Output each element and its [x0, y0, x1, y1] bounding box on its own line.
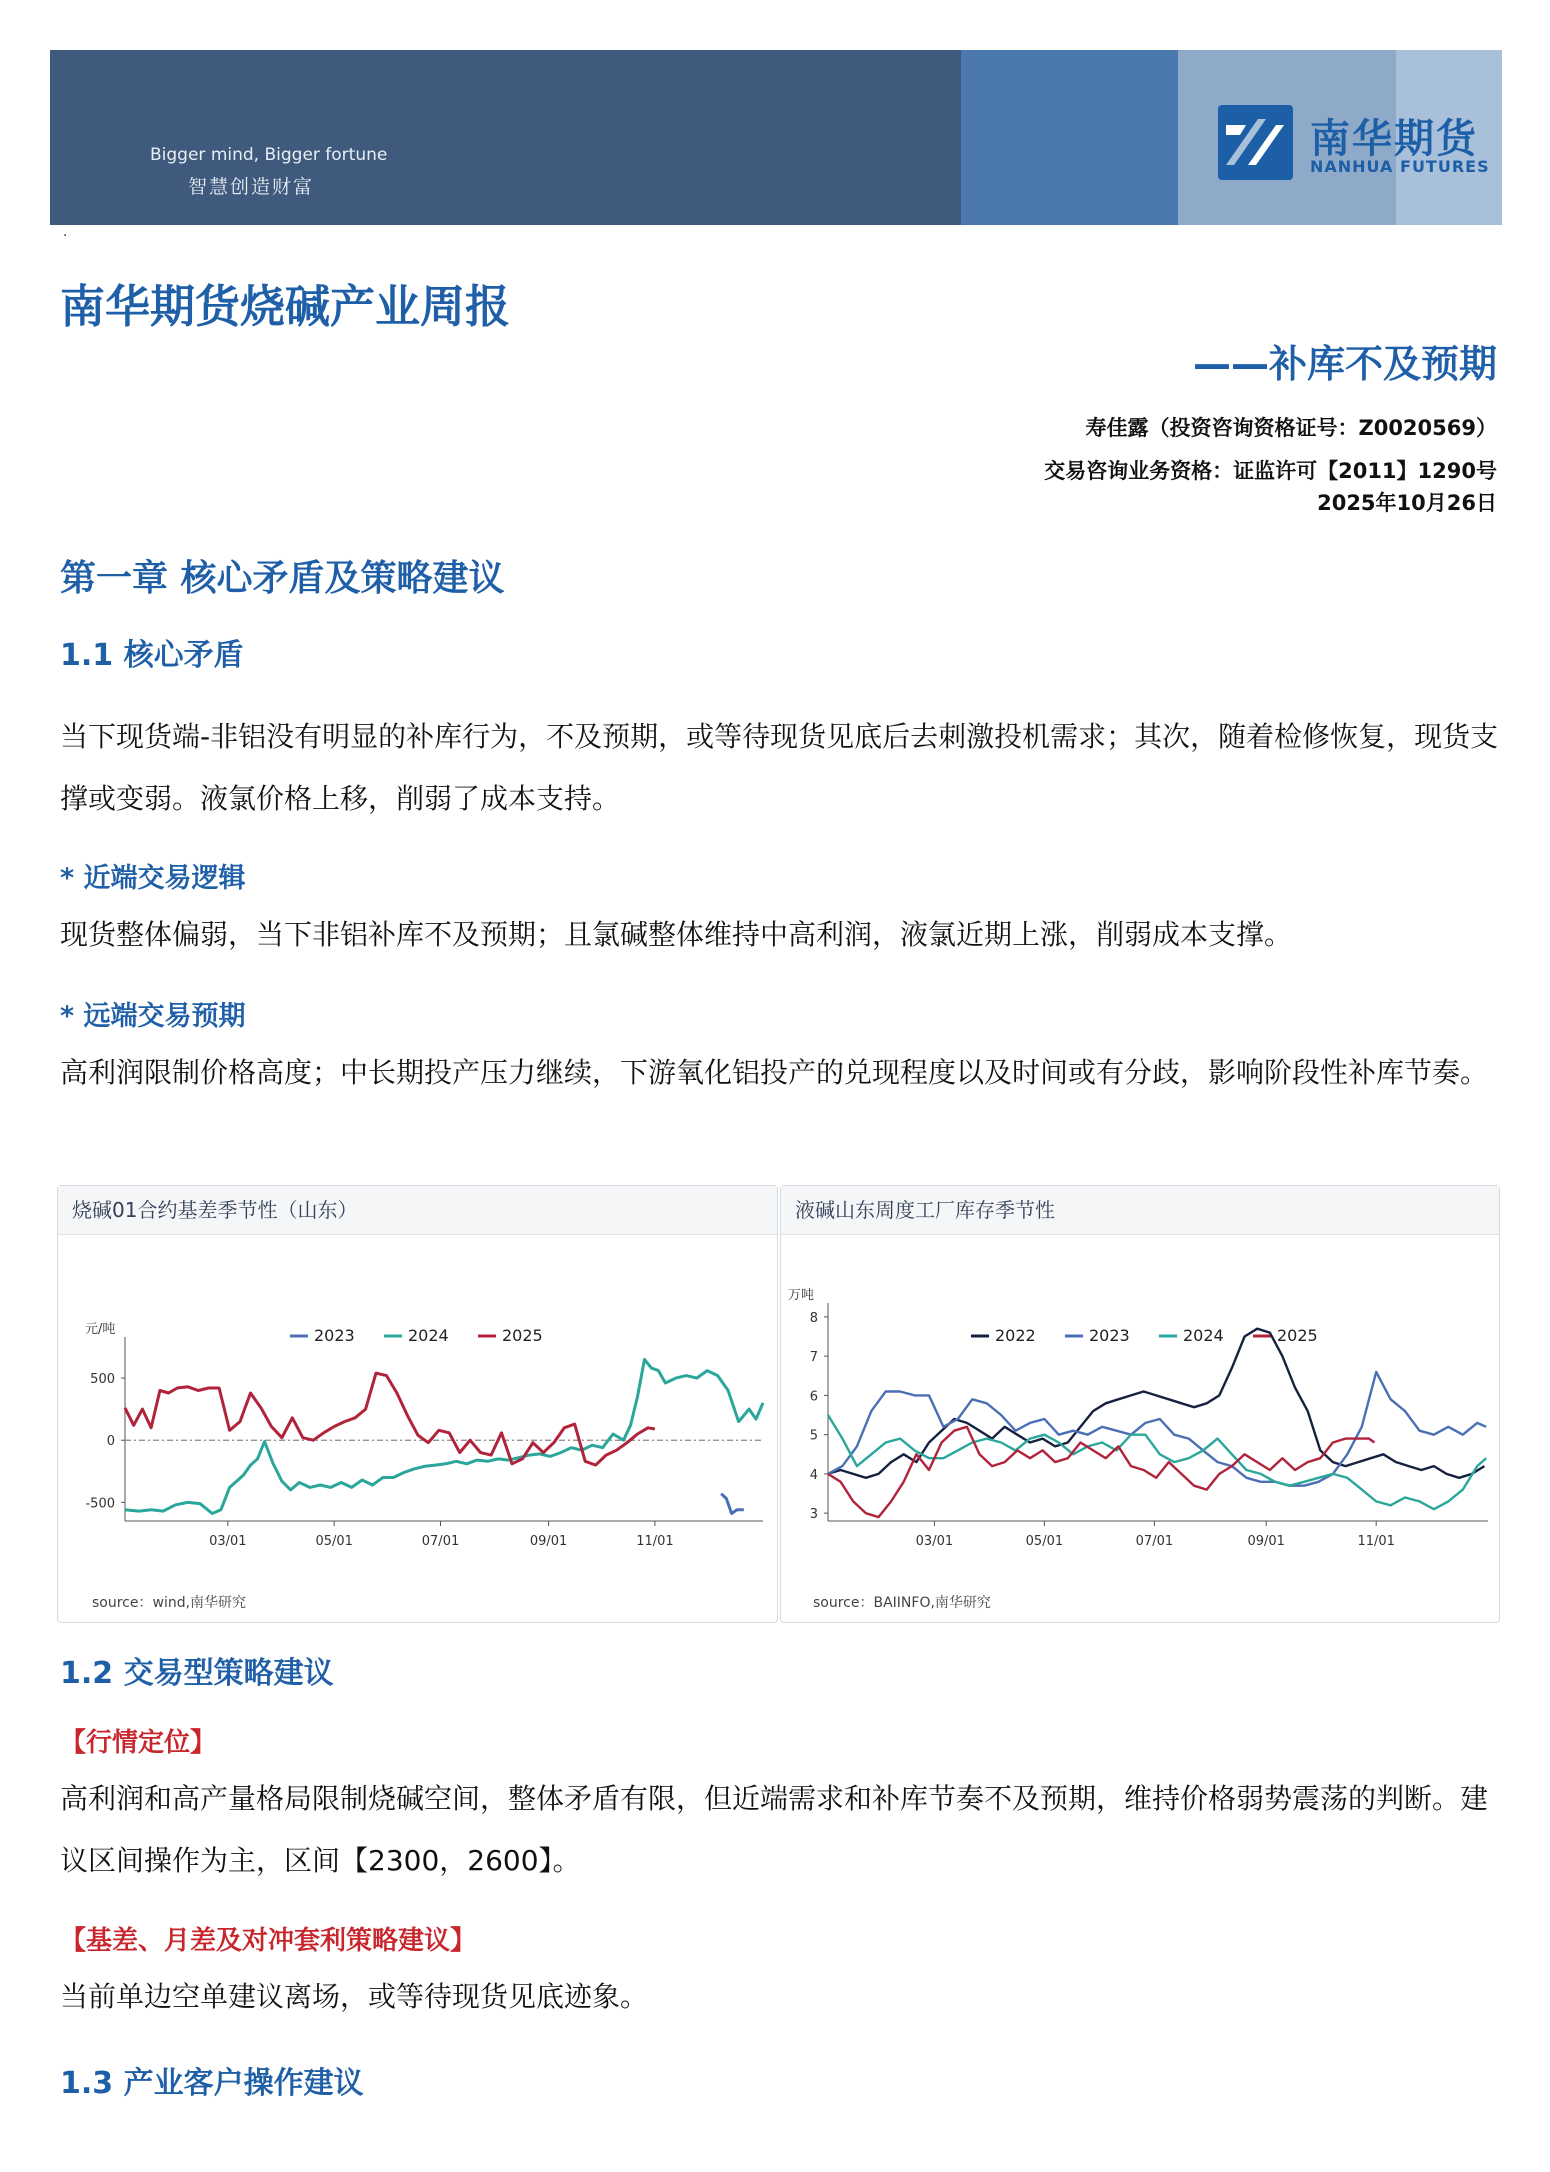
series-line-2025: [125, 1373, 655, 1465]
legend-label: 2023: [1089, 1326, 1130, 1345]
logo-mark-icon: [1218, 105, 1293, 180]
series-line-2022: [828, 1329, 1484, 1478]
report-subtitle: ——补库不及预期: [1192, 342, 1497, 386]
report-date: 2025年10月26日: [1317, 491, 1497, 515]
y-tick-label: 8: [809, 1310, 818, 1326]
y-tick-label: 6: [809, 1389, 818, 1405]
chart-source: source：wind,南华研究: [92, 1595, 247, 1611]
legend-label: 2023: [314, 1326, 355, 1345]
section-heading-1-2: 1.2 交易型策略建议: [60, 1656, 334, 1691]
section-heading-1-1: 1.1 核心矛盾: [60, 638, 244, 673]
slogan-cn: 智慧创造财富: [188, 176, 315, 198]
long-term-text: 高利润限制价格高度；中长期投产压力继续，下游氧化铝投产的兑现程度以及时间或有分歧，影响阶段性补库节奏。: [60, 1056, 1489, 1089]
slogan-en: Bigger mind, Bigger fortune: [150, 145, 388, 165]
y-tick-label: -500: [85, 1496, 115, 1512]
company-logo: [1218, 105, 1488, 180]
basis-strategy-heading: 【基差、月差及对冲套利策略建议】: [60, 1926, 477, 1956]
y-tick-label: 0: [106, 1434, 115, 1450]
header-banner: [50, 50, 1502, 225]
x-tick-label: 11/01: [1357, 1534, 1395, 1549]
y-tick-label: 7: [809, 1350, 818, 1366]
x-tick-label: 03/01: [209, 1534, 247, 1549]
legend-label: 2025: [502, 1326, 543, 1345]
y-tick-label: 500: [90, 1372, 115, 1388]
author-line: 寿佳露（投资咨询资格证号：Z0020569）: [1085, 416, 1497, 440]
chart-title: 烧碱01合约基差季节性（山东）: [58, 1186, 777, 1235]
near-term-text: 现货整体偏弱，当下非铝补库不及预期；且氯碱整体维持中高利润，液氯近期上涨，削弱成本支撑。: [60, 918, 1293, 951]
x-tick-label: 07/01: [1135, 1534, 1174, 1549]
chart-title: 液碱山东周度工厂库存季节性: [781, 1186, 1499, 1235]
chart-source: source：BAIINFO,南华研究: [813, 1595, 991, 1611]
x-tick-label: 09/01: [529, 1534, 568, 1549]
page-marker: ·: [63, 228, 68, 244]
y-tick-label: 4: [809, 1467, 818, 1483]
near-term-heading: * 近端交易逻辑: [60, 863, 246, 894]
basis-chart-card: [57, 1185, 778, 1623]
legend-label: 2024: [1183, 1326, 1224, 1345]
series-line-2023: [721, 1494, 744, 1514]
series-line-2025: [828, 1427, 1374, 1517]
x-tick-label: 05/01: [315, 1534, 353, 1549]
y-tick-label: 3: [809, 1507, 818, 1523]
market-position-heading: 【行情定位】: [60, 1728, 217, 1758]
logo-text-cn: 南华期货: [1310, 116, 1478, 162]
x-tick-label: 05/01: [1025, 1534, 1064, 1549]
legend-label: 2022: [995, 1326, 1036, 1345]
x-tick-label: 09/01: [1247, 1534, 1285, 1549]
license-line: 交易咨询业务资格：证监许可【2011】1290号: [1044, 459, 1497, 483]
chapter-heading: 第一章 核心矛盾及策略建议: [60, 558, 505, 599]
y-axis-label: 万吨: [788, 1288, 815, 1303]
inventory-chart-card: [780, 1185, 1500, 1623]
y-tick-label: 5: [809, 1428, 818, 1444]
long-term-heading: * 远端交易预期: [60, 1001, 246, 1032]
basis-seasonal-chart: [58, 1235, 777, 1575]
section-heading-1-3: 1.3 产业客户操作建议: [60, 2066, 364, 2101]
banner-panel: [961, 50, 1178, 225]
report-title: 南华期货烧碱产业周报: [60, 280, 511, 333]
basis-strategy-text: 当前单边空单建议离场，或等待现货见底迹象。: [60, 1980, 649, 2013]
legend-label: 2024: [408, 1326, 449, 1345]
inventory-seasonal-chart: [781, 1235, 1499, 1575]
x-tick-label: 11/01: [636, 1534, 674, 1549]
x-tick-label: 07/01: [421, 1534, 460, 1549]
series-line-2024: [125, 1359, 763, 1513]
legend-label: 2025: [1277, 1326, 1318, 1345]
series-line-2024: [828, 1415, 1486, 1509]
x-tick-label: 03/01: [915, 1534, 954, 1549]
core-conflict-text: 当下现货端-非铝没有明显的补库行为，不及预期，或等待现货见底后去刺激投机需求；其次，随着检修恢复，现货支撑或变弱。液氯价格上移，削弱了成本支持。: [60, 720, 1499, 815]
market-position-text: 高利润和高产量格局限制烧碱空间，整体矛盾有限，但近端需求和补库节奏不及预期，维持价格弱势震荡的判断。建议区间操作为主，区间【2300，2600】。: [60, 1782, 1489, 1877]
y-axis-label: 元/吨: [85, 1322, 116, 1337]
logo-text-en: NANHUA FUTURES: [1310, 157, 1490, 176]
